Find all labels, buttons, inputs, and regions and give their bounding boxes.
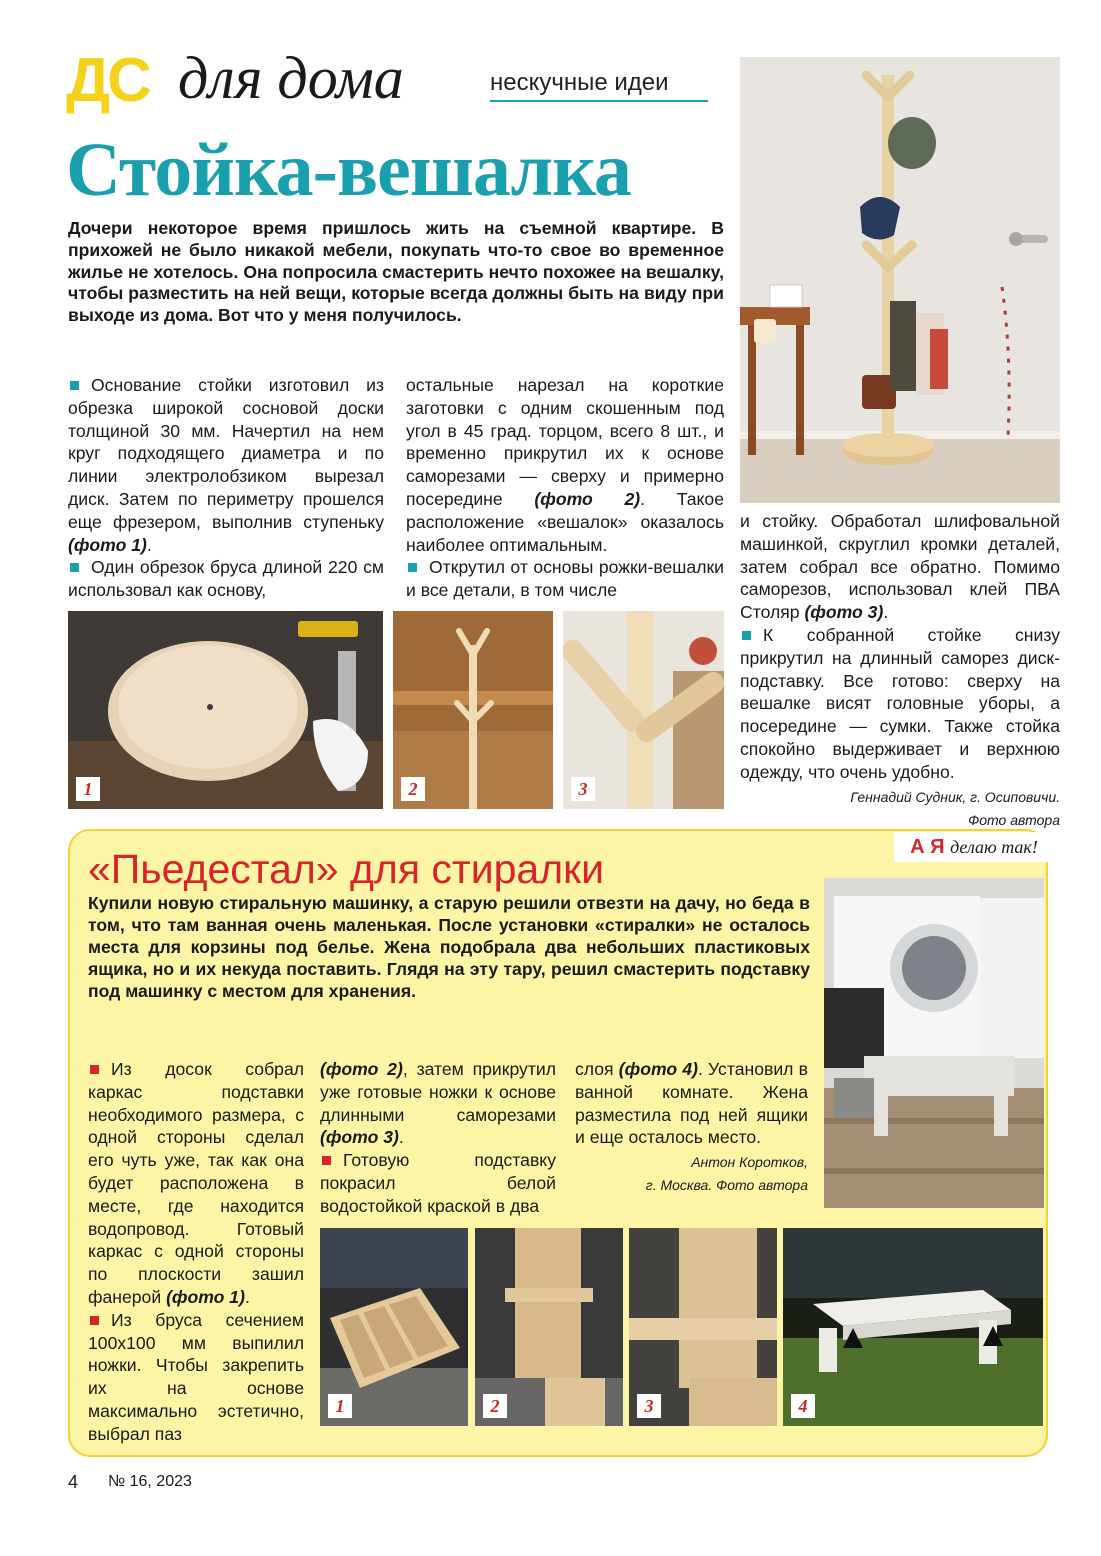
article1-photo-3	[563, 611, 724, 809]
photo-number: 4	[791, 1394, 815, 1418]
article2-title: «Пьедестал» для стиралки	[88, 846, 604, 892]
article1-col1	[68, 374, 384, 602]
page-number: 4	[68, 1472, 79, 1492]
teal-bullet-icon	[742, 631, 751, 640]
tag-underline	[490, 100, 708, 102]
article2-photo-4	[783, 1228, 1043, 1426]
red-bullet-icon	[90, 1065, 99, 1074]
article2-photo-2	[475, 1228, 623, 1426]
article2-col3	[575, 1058, 808, 1197]
section-name: для дома	[178, 45, 404, 111]
article1-col3-p1: и стойку. Обработал шлифовальной машинкой, скруглил кромки деталей, затем собрал все обратно. Помимо саморезов, использовал клей ПВА Столяр (фото 3).	[740, 511, 1060, 623]
article1-photo-credit: Фото автора	[968, 811, 1060, 828]
section-tag: нескучные идеи	[490, 69, 669, 96]
article1-author: Геннадий Судник, г. Осиповичи.	[850, 788, 1060, 805]
article2-photo-3	[629, 1228, 777, 1426]
article2-author: Антон Коротков,	[691, 1154, 808, 1171]
section-header	[66, 40, 726, 120]
coat-rack-photo	[740, 57, 1060, 503]
article2-col1-p2: Из бруса сечением 100х100 мм выпилил ножки. Чтобы закрепить их на основе максимально эстетично, выбрал паз	[88, 1309, 304, 1444]
article1-title: Стойка-вешалка	[66, 128, 631, 212]
article2-credit: г. Москва. Фото автора	[645, 1177, 808, 1194]
photo-number: 1	[76, 777, 100, 801]
photo-number: 3	[637, 1394, 661, 1418]
article2-col1-p1: Из досок собрал каркас подставки необходимого размера, с одной стороны сделал его чуть уже, так как она будет расположена в месте, где находится водопровод. Готовый каркас с одной стороны по плоскости зашил фанерой (фото 1).	[88, 1059, 304, 1307]
article2-lead: Купили новую стиральную машинку, а старую решили отвезти на дачу, но беда в том, что там ванная очень маленькая. После установки «стиралки» не осталось места для корзины под белье. Жена подобрала два небольших пластиковых ящика, но и их некуда поставить. Глядя на эту тару, решил смастерить подставку под машинку с местом для хранения.	[88, 893, 810, 1001]
article2-col2-p1: (фото 2), затем прикрутил уже готовые ножки к основе длинными саморезами (фото 3).	[320, 1059, 556, 1148]
photo-number: 2	[483, 1394, 507, 1418]
article2-col2	[320, 1058, 556, 1218]
teal-bullet-icon	[70, 381, 79, 390]
washer-pedestal-photo	[824, 878, 1044, 1208]
teal-bullet-icon	[70, 563, 79, 572]
article1-photo-1	[68, 611, 383, 809]
issue-number: № 16, 2023	[108, 1473, 192, 1490]
article2-badge	[894, 832, 1054, 862]
article1-col2-p2: Открутил от основы рожки-вешалки и все детали, в том числе	[406, 557, 724, 601]
article1-col1-p1: Основание стойки изготовил из обрезка широкой сосновой доски толщиной 30 мм. Начертил на нем круг подходящего диаметра и по линии электролобзиком вырезал диск. Затем по периметру прошелся еще фрезером, выполнив ступеньку (фото 1).	[68, 375, 384, 555]
badge-suffix: делаю так!	[950, 837, 1038, 857]
article1-photo-2	[393, 611, 553, 809]
teal-bullet-icon	[408, 563, 417, 572]
badge-prefix: А Я	[910, 836, 945, 858]
article1-col3-p2: К собранной стойке снизу прикрутил на длинный саморез диск-подставку. Все готово: сверху на вешалке висят головные уборы, а посередине — сумки. Также стойка спокойно выдерживает и верхнюю одежду, что очень удобно.	[740, 624, 1060, 782]
photo-number: 1	[328, 1394, 352, 1418]
article1-col2	[406, 374, 724, 602]
article2-col1	[88, 1058, 304, 1446]
magazine-logo: ДС	[66, 46, 149, 115]
article2-col3-p1: слоя (фото 4). Установил в ванной комнате. Жена разместила под ней ящики и еще осталось место.	[575, 1059, 808, 1148]
red-bullet-icon	[90, 1316, 99, 1325]
article1-col2-p1: остальные нарезал на короткие заготовки с одним скошенным под угол в 45 град. торцом, всего 8 шт., и временно прикрутил их к основе саморезами — сверху и примерно посередине (фото 2). Такое расположение «вешалок» оказалось наиболее оптимальным.	[406, 375, 724, 555]
article1-col1-p2: Один обрезок бруса длиной 220 см использовал как основу,	[68, 557, 384, 601]
red-bullet-icon	[322, 1156, 331, 1165]
article1-lead: Дочери некоторое время пришлось жить на съемной квартире. В прихожей не было никакой мебели, покупать что-то свое во временное жилье не хотелось. Она попросила смастерить нечто похожее на вешалку, чтобы разместить на ней вещи, которые всегда должны быть на виду при выходе из дома. Вот что у меня получилось.	[68, 218, 724, 326]
article2-photo-1	[320, 1228, 468, 1426]
photo-number: 3	[571, 777, 595, 801]
article2-col2-p2: Готовую подставку покрасил белой водостойкой краской в два	[320, 1150, 556, 1216]
photo-number: 2	[401, 777, 425, 801]
article1-col3	[740, 510, 1060, 832]
